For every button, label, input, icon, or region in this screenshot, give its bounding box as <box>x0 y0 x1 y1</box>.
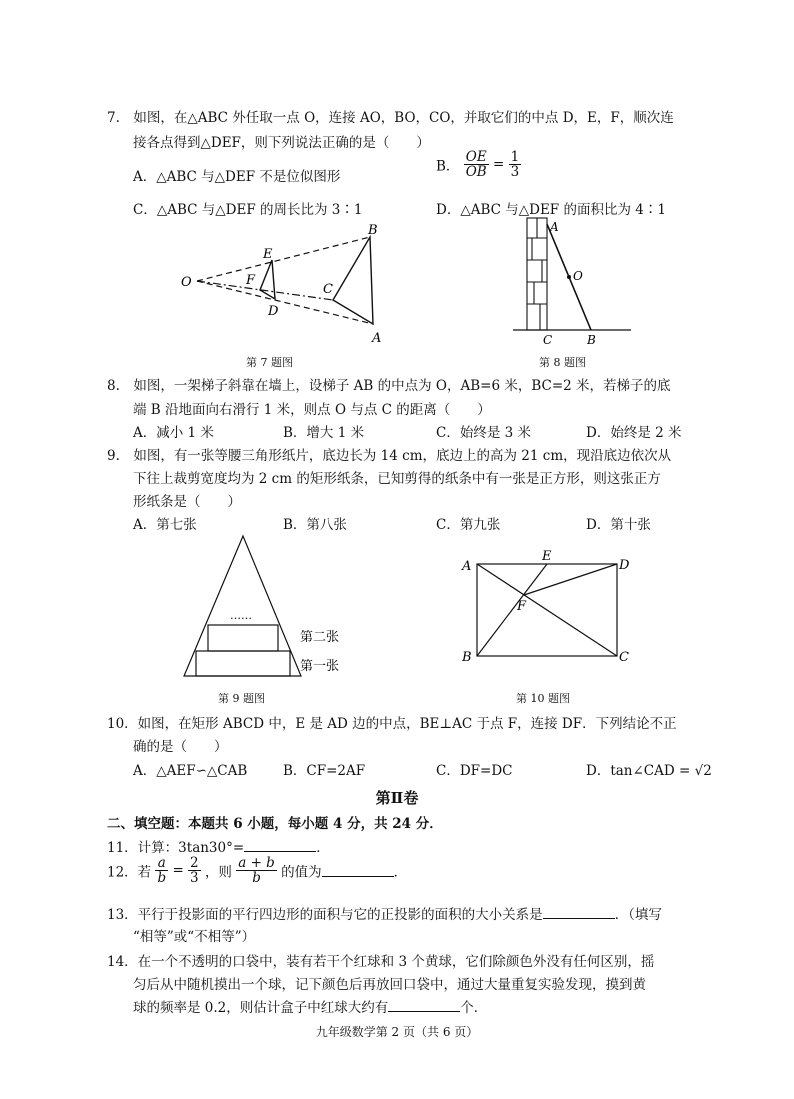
q8-figure <box>505 214 635 346</box>
q12-eq: = <box>172 862 184 879</box>
q7-frac-num: OE <box>464 150 489 165</box>
q14-answer-blank[interactable] <box>388 999 460 1012</box>
q9-stem-line1: 9. 如图，有一张等腰三角形纸片，底边长为 14 cm，底边上的高为 21 cm，现沿底边依次从 <box>107 448 672 464</box>
q9-label-second: 第二张 <box>300 630 340 645</box>
q10-figure <box>456 545 636 670</box>
q11-text: 11．计算：3tan30°= <box>107 840 245 856</box>
q14-end: 个． <box>460 1000 488 1016</box>
q13-answer-blank[interactable] <box>543 906 615 919</box>
q12 <box>107 856 407 885</box>
q11-answer-blank[interactable] <box>244 839 316 852</box>
q9-stem-line3: 形纸条是（ ） <box>133 494 241 510</box>
q7-option-b-rfrac <box>509 150 522 179</box>
section-heading: 二、填空题：本题共 6 小题，每小题 4 分，共 24 分． <box>107 816 443 832</box>
q10-label-f: F <box>517 599 527 614</box>
q7-option-a: A．△ABC 与△DEF 不是位似图形 <box>133 169 341 185</box>
q13-line2: “相等”或“不相等”） <box>133 929 256 945</box>
q12-a: a <box>155 856 168 871</box>
q7-label-o: O <box>181 275 192 290</box>
q13-post: ．（填写 <box>614 907 662 923</box>
q7-caption: 第 7 题图 <box>246 356 293 369</box>
q7-option-b-label: B． <box>436 158 460 175</box>
q8-option-c: C．始终是 3 米 <box>436 425 532 441</box>
q7-option-d: D．△ABC 与△DEF 的面积比为 4∶1 <box>436 202 666 218</box>
q12-frac-ab <box>155 856 168 885</box>
q12-apb: a + b <box>238 855 275 871</box>
q12-two: 2 <box>190 855 199 871</box>
q8-stem-line1: 8. 如图，一架梯子斜靠在墙上，设梯子 AB 的中点为 O，AB=6 米，BC=2 米，若梯子的底 <box>107 378 671 394</box>
q9-option-a: A．第七张 <box>133 517 197 533</box>
q9-label-first: 第一张 <box>300 659 340 674</box>
q7-option-b-eq: = <box>493 156 505 173</box>
q7-stem-line2: 接各点得到△DEF，则下列说法正确的是（ ） <box>133 135 430 151</box>
q7-rfrac-num: 1 <box>510 149 520 165</box>
q13-text: 13．平行于投影面的平行四边形的面积与它的正投影的面积的大小关系是 <box>107 907 543 923</box>
q12-answer-blank[interactable] <box>322 864 394 877</box>
q9-dots: …… <box>230 609 252 622</box>
q12-post: 的值为 <box>281 864 322 881</box>
q8-option-a: A．减小 1 米 <box>133 425 214 441</box>
q9-option-d: D．第十张 <box>586 517 651 533</box>
q8-option-d: D．始终是 2 米 <box>586 425 682 441</box>
q8-option-b: B．增大 1 米 <box>283 425 365 441</box>
q8-label-o: O <box>573 269 583 283</box>
q10-option-d: D．tan∠CAD = √2 <box>586 763 712 779</box>
q10-option-a: A．△AEF∽△CAB <box>133 763 248 779</box>
q9-option-b: B．第八张 <box>283 517 347 533</box>
q7-rfrac-den: 3 <box>510 164 520 181</box>
q10-option-c: C．DF=DC <box>436 763 513 779</box>
q7-label-c: C <box>323 282 333 297</box>
q14-line1: 14．在一个不透明的口袋中，装有若干个红球和 3 个黄球，它们除颜色外没有任何区别，摇 <box>107 954 655 970</box>
q7-label-e: E <box>263 247 273 262</box>
q7-option-b <box>436 150 521 179</box>
q10-label-b: B <box>462 650 472 665</box>
q7-label-f: F <box>246 273 256 288</box>
q10-label-c: C <box>619 650 629 665</box>
q10-stem-line2: 确的是（ ） <box>133 739 228 755</box>
q10-stem-line1: 10．如图，在矩形 ABCD 中，E 是 AD 边的中点，BE⊥AC 于点 F，连接 DF．下列结论不正 <box>107 716 677 732</box>
q14-line2: 匀后从中随机摸出一个球，记下颜色后再放回口袋中，通过大量重复实验发现，摸到黄 <box>133 977 646 993</box>
q9-caption: 第 9 题图 <box>218 692 265 705</box>
q7-stem-line1: 7. 如图，在△ABC 外任取一点 O，连接 AO，BO，CO，并取它们的中点 D，E，F，顺次连 <box>107 110 674 126</box>
q8-point-o <box>567 275 571 279</box>
q14-line3 <box>133 996 487 1016</box>
q12-three: 3 <box>190 870 199 887</box>
q13-line1 <box>107 903 662 923</box>
q10-label-e: E <box>542 549 552 564</box>
q7-option-c: C．△ABC 与△DEF 的周长比为 3∶1 <box>133 202 363 218</box>
q8-caption: 第 8 题图 <box>539 356 586 369</box>
q9-figure <box>180 533 360 683</box>
q8-label-a: A <box>550 220 559 234</box>
q9-stem-line2: 下往上裁剪宽度均为 2 cm 的矩形纸条，已知剪得的纸条中有一张是正方形，则这张正方 <box>133 471 661 487</box>
q10-label-d: D <box>619 558 630 573</box>
q12-frac-23 <box>188 856 201 885</box>
q7-option-b-frac <box>464 150 489 179</box>
q11 <box>107 836 330 856</box>
q14-text: 球的频率是 0.2，则估计盒子中红球大约有 <box>133 1000 389 1016</box>
q9-option-c: C．第九张 <box>436 517 501 533</box>
q11-end: ． <box>316 840 330 856</box>
q10-label-a: A <box>462 559 472 574</box>
q12-mid: ，则 <box>204 864 232 881</box>
q7-frac-den: OB <box>465 164 487 181</box>
q12-bb: b <box>252 870 261 887</box>
q7-label-d: D <box>268 304 279 319</box>
section-title: 第Ⅱ卷 <box>375 789 419 807</box>
q7-label-a: A <box>372 331 382 346</box>
q7-figure <box>175 218 395 348</box>
q7-label-b: B <box>368 223 378 238</box>
q10-caption: 第 10 题图 <box>516 692 570 705</box>
q12-pre: 12．若 <box>107 864 152 881</box>
page-footer: 九年级数学第 2 页（共 6 页） <box>315 1025 479 1039</box>
q8-label-c: C <box>543 333 553 346</box>
q8-stem-line2: 端 B 沿地面向右滑行 1 米，则点 O 与点 C 的距离（ ） <box>133 402 491 418</box>
q10-option-b: B．CF=2AF <box>283 763 366 779</box>
q12-frac-apb <box>236 856 277 885</box>
q8-label-b: B <box>587 333 596 346</box>
q12-end: ． <box>393 864 408 881</box>
q12-b: b <box>157 870 167 887</box>
